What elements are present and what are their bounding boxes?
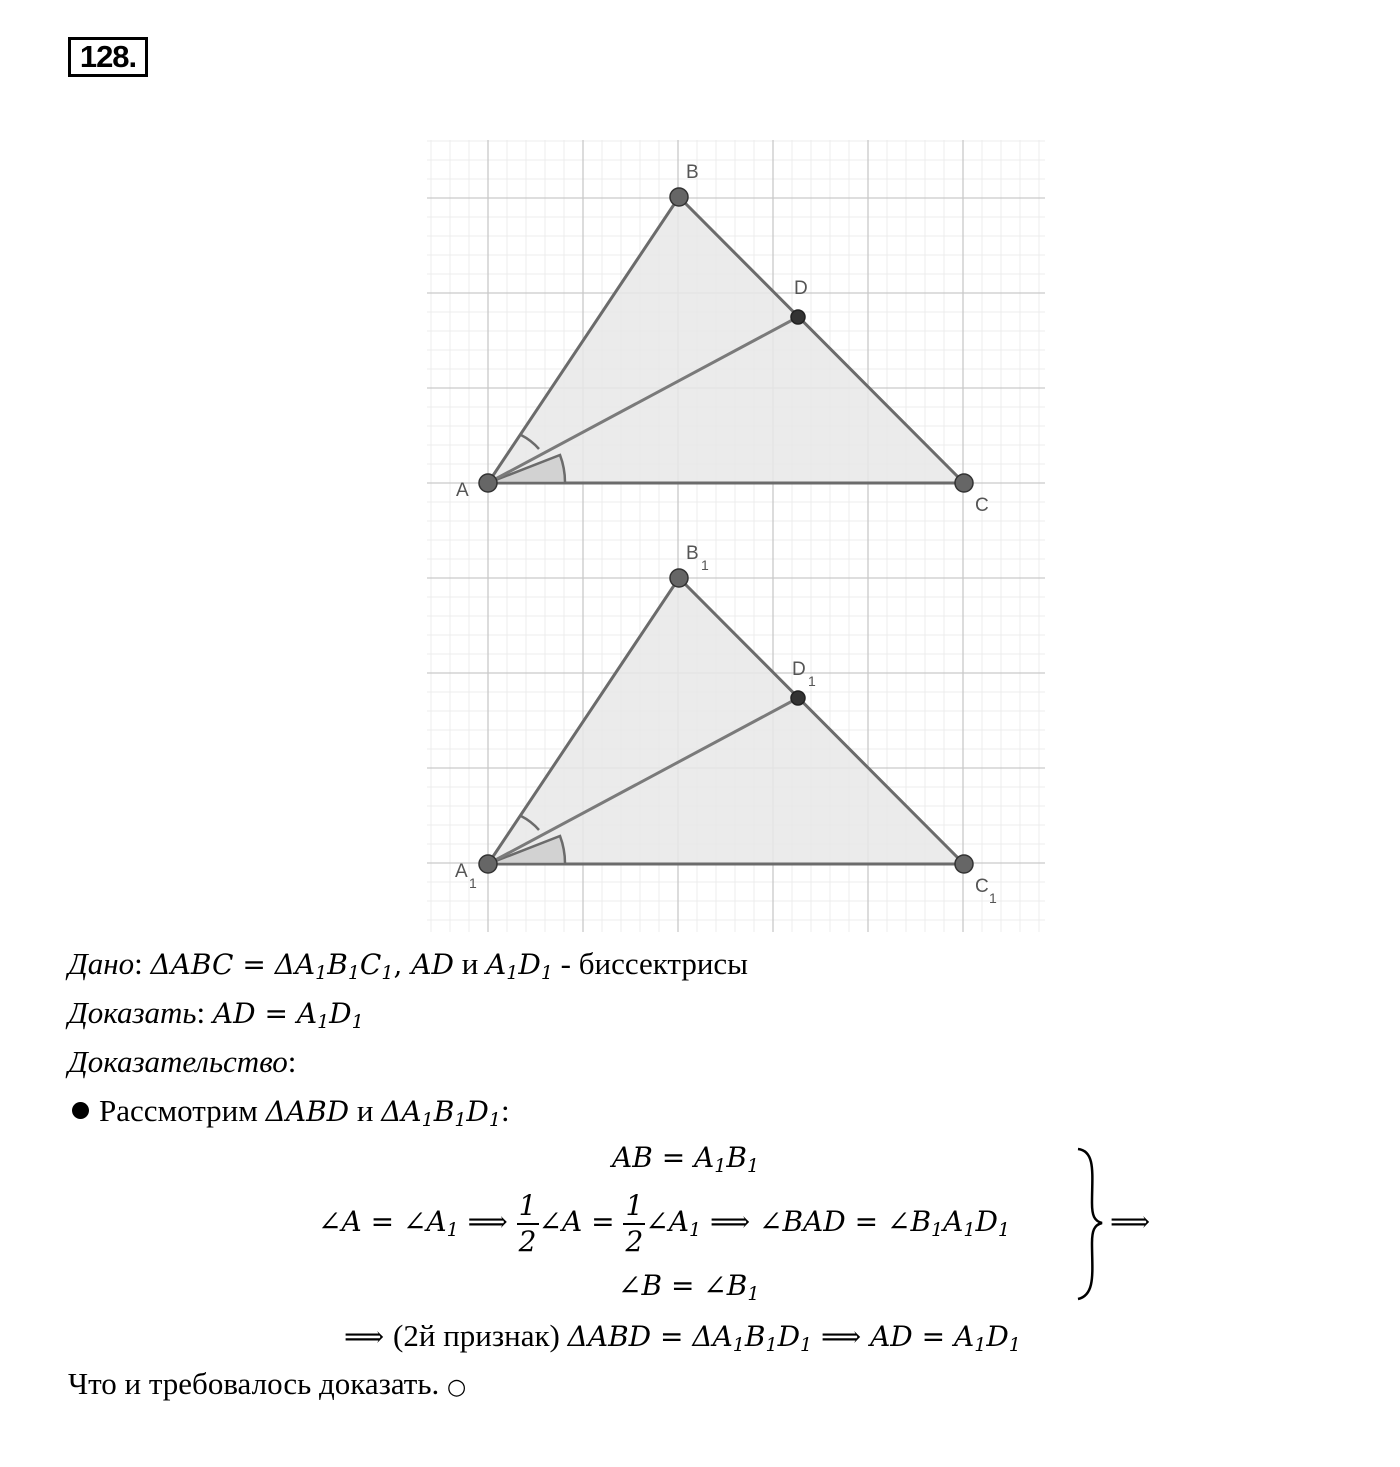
label-d: D [794, 278, 808, 299]
proof-line [68, 1042, 296, 1082]
given-eq: $\Delta ABC = \Delta A_1B_1C_1$ [150, 948, 394, 984]
tri-abd: ΔABD [265, 1095, 350, 1128]
given-label: Дано [68, 946, 135, 981]
given-line: Дано: $\Delta ABC = \Delta A_1B_1C_1$, AD и $A_1D_1$ - биссектрисы [68, 946, 749, 984]
consider-and: и [349, 1093, 382, 1128]
proof-colon: : [287, 1044, 297, 1079]
given-and: и [453, 946, 487, 981]
point-c1 [955, 855, 973, 873]
label-b: B [686, 162, 699, 183]
point-a1 [479, 855, 497, 873]
prove-line [68, 993, 364, 1034]
given-ad: AD [411, 948, 454, 981]
point-a [479, 474, 497, 492]
triangle-abc [456, 162, 989, 516]
prove-colon: : [196, 995, 213, 1030]
label-c: C [975, 495, 989, 516]
eq-row-1: AB = $A_1B_1$ [612, 1141, 760, 1177]
given-end: - биссектрисы [552, 946, 749, 981]
fraction-half-2: $\frac{1}{2}$ [625, 1188, 644, 1258]
point-d1 [791, 691, 805, 705]
bullet-icon [72, 1102, 89, 1119]
prove-label: Доказать [68, 995, 197, 1030]
fraction-half: $\frac{1}{2}$ [518, 1188, 537, 1258]
label-d1-sub: 1 [808, 673, 816, 689]
proof-label: Доказательство [68, 1044, 288, 1079]
label-a1-sub: 1 [469, 875, 477, 891]
problem-number: 128. [68, 37, 148, 77]
point-c [955, 474, 973, 492]
prove-eq: AD = $A_1D_1$ [212, 997, 364, 1033]
eq-row-2: ∠A = $\angle A_1$ ⟹ $\frac{1}{2}$ ∠A = $\frac{1}{2}$ $\angle A_1$ ⟹ ∠BAD = $\angle B_1A_1D_1$ [318, 1188, 1010, 1258]
label-c1-sub: 1 [989, 890, 997, 906]
label-b1: B [686, 543, 699, 564]
consider-line [72, 1091, 510, 1132]
point-d [791, 310, 805, 324]
label-d1: D [792, 659, 806, 680]
conclusion-text: Что и требовалось доказать. [68, 1366, 447, 1401]
brace-implication: ⟹ [1110, 1205, 1151, 1238]
triangle-a1b1c1-fill [488, 578, 964, 864]
given-a1d1: $A_1D_1$ [486, 948, 553, 984]
final-line: ⟹ (2й признак) $\Delta ABD = \Delta A_1B_1D_1$ ⟹ AD = $A_1D_1$ [344, 1318, 1021, 1356]
conclusion-line [68, 1364, 466, 1408]
given-colon: : [134, 946, 151, 981]
label-b1-sub: 1 [701, 557, 709, 573]
tri-a1b1d1: $\Delta A_1B_1D_1$ [381, 1095, 501, 1131]
point-b1 [670, 569, 688, 587]
eq-row-3: ∠B = $\angle B_1$ [618, 1269, 760, 1305]
label-a: A [456, 480, 469, 501]
point-b [670, 188, 688, 206]
final-ad: AD = $A_1D_1$ [870, 1320, 1021, 1356]
criterion-text: (2й признак) [393, 1318, 568, 1353]
consider-end: : [500, 1093, 510, 1128]
final-eq: $\Delta ABD = \Delta A_1B_1D_1$ [567, 1320, 813, 1356]
label-c1: C [975, 876, 989, 897]
label-a1: A [455, 861, 468, 882]
triangle-abc-fill [488, 197, 964, 483]
conclusion-mark: ○ [447, 1375, 467, 1400]
consider-text: Рассмотрим [99, 1093, 266, 1128]
